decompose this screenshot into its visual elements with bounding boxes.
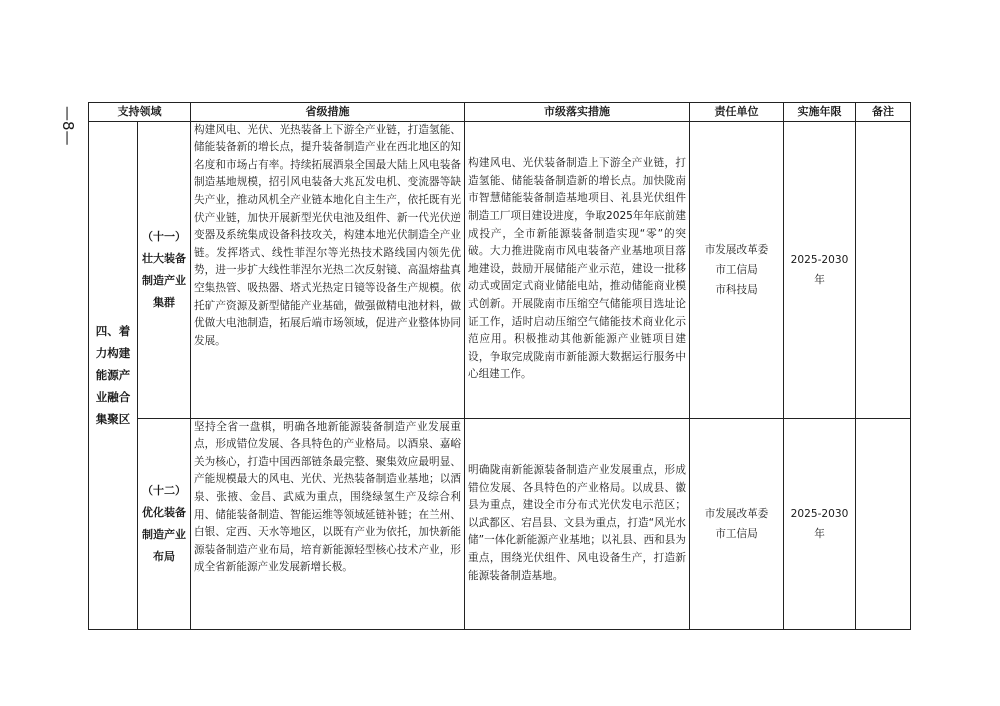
note-cell: [856, 121, 911, 418]
subcategory-title: 壮大装备制造产业集群: [142, 251, 186, 309]
responsible-units-cell: [690, 121, 784, 418]
responsible-unit: 市工信局: [715, 263, 758, 276]
responsible-units-cell: [690, 418, 784, 629]
provincial-measures-cell: 构建风电、光伏、光热装备上下游全产业链，打造氢能、储能装备新的增长点，提升装备制造产业在西北地区的知名度和市场占有率。持续拓展酒泉全国最大陆上风电装备制造基地规模，招引风电装备大兆瓦发电机、变流器等缺失产业，推动风机全产业链本地化自主生产，依托既有光伏产业链，加快开展新型光伏电池及组件、新一代光伏逆变器及系统集成设备科技攻关，构建本地光伏制造全产业链。发挥塔式、线性菲涅尔等光热技术路线国内领先优势，进一步扩大线性菲涅尔光热二次反射镜、高温熔盐真空集热管、吸热器、塔式光热定日镜等设备生产规模。依托矿产资源及新型储能产业基础，做强做精电池材料，做优做大电池制造，拓展后端市场领域，促进产业整体协同发展。: [191, 121, 465, 418]
note-cell: [856, 418, 911, 629]
header-note: 备注: [856, 103, 911, 122]
subcategory-cell: [138, 121, 191, 418]
header-provincial: 省级措施: [191, 103, 465, 122]
subcategory-title: 优化装备制造产业布局: [142, 505, 186, 563]
subcategory-number: （十一）: [142, 229, 186, 243]
city-measures-cell: 明确陇南新能源装备制造产业发展重点，形成错位发展、各具特色的产业格局。以成县、徽县为重点，建设全市分布式光伏发电示范区；以武都区、宕昌县、文县为重点，打造“风光水储”一体化新能源产业基地；以礼县、西和县为重点，围绕光伏组件、风电设备生产，打造新能源装备制造基地。: [465, 418, 690, 629]
responsible-unit: 市工信局: [715, 527, 758, 540]
provincial-measures-cell: 坚持全省一盘棋，明确各地新能源装备制造产业发展重点，形成错位发展、各具特色的产业格局。以酒泉、嘉峪关为核心，打造中国西部链条最完整、聚集效应最明显、产能规模最大的风电、光伏、光热装备制造业基地；以酒泉、张掖、金昌、武威为重点，围绕绿氢生产及综合利用、储能装备制造、智能运维等领域延链补链；在兰州、白银、定西、天水等地区，以既有产业为依托，加快新能源装备制造产业布局，培育新能源轻型核心技术产业，形成全省新能源产业发展新增长极。: [191, 418, 465, 629]
responsible-unit: 市发展改革委: [704, 243, 769, 256]
table-row: [89, 418, 911, 629]
header-period: 实施年限: [784, 103, 856, 122]
subcategory-cell: [138, 418, 191, 629]
policy-table: [88, 102, 911, 630]
responsible-unit: 市科技局: [715, 283, 758, 296]
subcategory-number: （十二）: [142, 483, 186, 497]
city-measures-cell: 构建风电、光伏装备制造上下游全产业链，打造氢能、储能装备制造新的增长点。加快陇南市智慧储能装备制造基地项目、礼县光伏组件制造工厂项目建设进度，争取2025年年底前建成投产，全市新能源装备制造实现“零”的突破。大力推进陇南市风电装备产业基地项目落地建设，鼓励开展储能产业示范，建设一批移动式或固定式商业储能电站，推动储能商业模式创新。开展陇南市压缩空气储能项目选址论证工作，适时启动压缩空气储能技术商业化示范应用。积极推动其他新能源产业链项目建设，争取完成陇南市新能源大数据运行服务中心组建工作。: [465, 121, 690, 418]
header-unit: 责任单位: [690, 103, 784, 122]
support-area-cell: 四、着力构建能源产业融合集聚区: [89, 121, 138, 629]
page-number: —8—: [59, 106, 77, 146]
table-row: [89, 121, 911, 418]
header-area: 支持领域: [89, 103, 191, 122]
period-cell: 2025-2030年: [784, 418, 856, 629]
responsible-unit: 市发展改革委: [704, 507, 769, 520]
table-header-row: [89, 103, 911, 122]
period-cell: 2025-2030年: [784, 121, 856, 418]
header-city: 市级落实措施: [465, 103, 690, 122]
